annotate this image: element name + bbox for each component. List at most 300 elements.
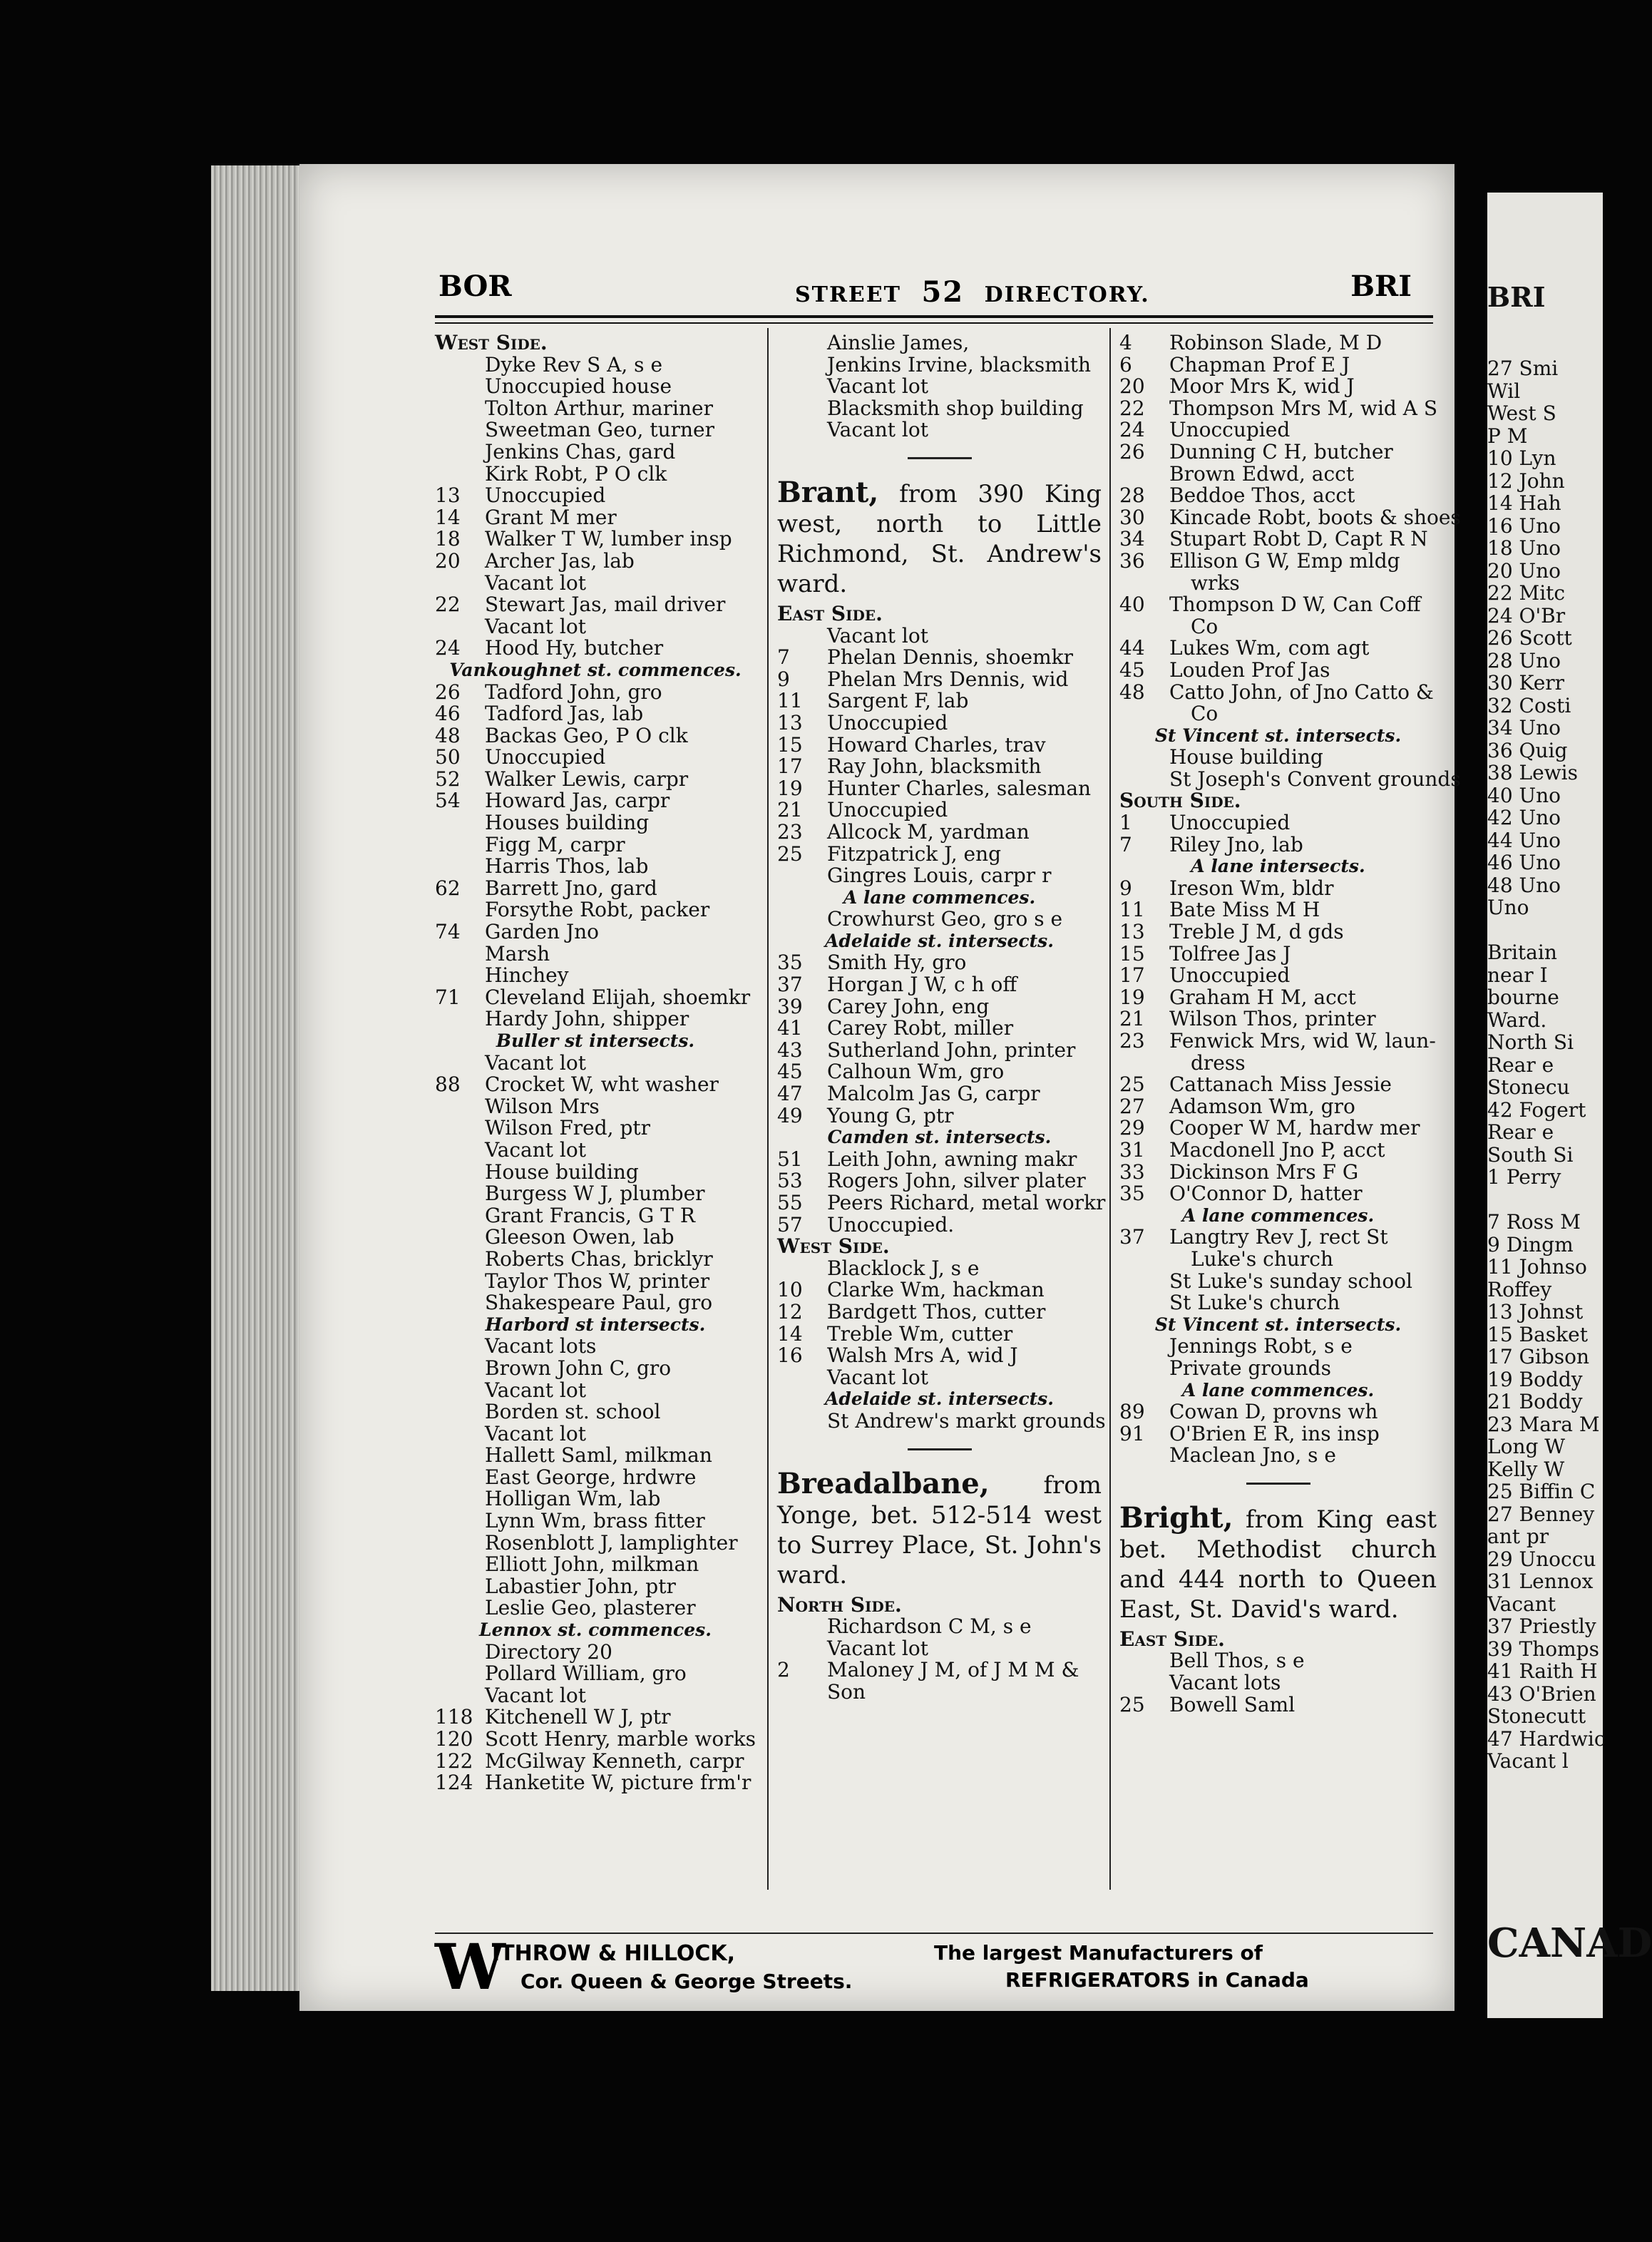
- resident-name: Vacant lot: [827, 1365, 928, 1389]
- resident-name: Archer Jas, lab: [485, 548, 635, 573]
- directory-entry: [1119, 1074, 1437, 1096]
- resident-name: Calhoun Wm, gro: [827, 1060, 1005, 1084]
- directory-entry: [1119, 1672, 1437, 1694]
- resident-name: Vacant lot: [827, 623, 928, 647]
- directory-entry: [435, 1137, 756, 1162]
- house-number: 20: [1119, 374, 1145, 399]
- house-number: 14: [777, 1321, 803, 1346]
- resident-name: Vacant lot: [485, 570, 586, 595]
- resident-name: Tolfree Jas J: [1169, 941, 1291, 966]
- house-number: 37: [1119, 1225, 1145, 1249]
- resident-name: O'Connor D, hatter: [1169, 1182, 1363, 1206]
- directory-entry: [435, 1117, 756, 1140]
- adjacent-line: Wil: [1487, 379, 1521, 403]
- directory-entry: [435, 1227, 756, 1249]
- adjacent-line: 11 Johnso: [1487, 1255, 1587, 1279]
- adjacent-line: 36 Quig: [1487, 738, 1568, 762]
- house-number: 44: [1119, 636, 1145, 660]
- house-number: 49: [777, 1103, 803, 1127]
- directory-entry: [1119, 812, 1437, 834]
- directory-entry: [1119, 1183, 1437, 1205]
- header-directory: DIRECTORY.: [984, 282, 1150, 307]
- directory-entry: [435, 1096, 756, 1118]
- resident-name: St Joseph's Convent grounds: [1169, 767, 1461, 791]
- adjacent-line: 44 Uno: [1487, 828, 1561, 852]
- house-number: 7: [777, 645, 790, 670]
- directory-entry: [777, 996, 1102, 1018]
- directory-entry: [1119, 594, 1437, 616]
- adjacent-line: P M: [1487, 424, 1528, 448]
- adjacent-line: 28 Uno: [1487, 648, 1561, 672]
- directory-entry: [435, 856, 756, 878]
- resident-name: Burgess W J, plumber: [485, 1182, 705, 1206]
- resident-name: Tadford John, gro: [485, 680, 662, 704]
- house-number: 124: [435, 1771, 473, 1795]
- directory-entry: [435, 1729, 756, 1751]
- directory-entry: [777, 1616, 1102, 1638]
- resident-name: Hanketite W, picture frm'r: [485, 1771, 751, 1795]
- street-description: from Yonge, bet. 512-514 west to Surrey Place, St. John's ward.: [777, 1470, 1102, 1590]
- resident-name: Kirk Robt, P O clk: [485, 461, 667, 486]
- directory-entry: [777, 1321, 1102, 1346]
- resident-name: Stupart Robt D, Capt R N: [1169, 527, 1428, 551]
- resident-name: Kitchenell W J, ptr: [485, 1705, 671, 1729]
- directory-entry: [777, 1301, 1102, 1324]
- directory-entry: [1119, 485, 1437, 507]
- directory-entry: [435, 548, 756, 573]
- directory-entry: [435, 461, 756, 486]
- directory-entry: [435, 419, 756, 441]
- resident-name: Blacksmith shop building: [827, 396, 1084, 420]
- adjacent-line: 32 Costi: [1487, 693, 1571, 717]
- column-2: [777, 331, 1106, 1704]
- adjacent-line: 39 Thomps: [1487, 1637, 1599, 1661]
- house-number: 53: [777, 1169, 803, 1193]
- directory-entry: [777, 1191, 1106, 1214]
- intersection-note: Vankoughnet st. commences.: [449, 659, 742, 680]
- directory-entry: [435, 834, 756, 856]
- directory-entry: [435, 1423, 756, 1445]
- house-number: 48: [1119, 680, 1145, 704]
- adjacent-line: Stonecutt: [1487, 1704, 1586, 1728]
- directory-entry: [1119, 354, 1437, 377]
- resident-name: Lukes Wm, com agt: [1169, 636, 1370, 660]
- directory-entry: [435, 1597, 756, 1619]
- directory-entry: [435, 1162, 756, 1184]
- directory-entry: [777, 1408, 1106, 1433]
- resident-name: Ray John, blacksmith: [827, 754, 1042, 779]
- directory-entry: [435, 987, 756, 1009]
- resident-name: Chapman Prof E J: [1169, 352, 1350, 377]
- directory-entry: [777, 669, 1102, 691]
- directory-entry: [777, 778, 1102, 800]
- house-number: 35: [1119, 1182, 1145, 1206]
- adjacent-line: Rear e: [1487, 1053, 1554, 1077]
- directory-entry: [1119, 1336, 1437, 1358]
- house-number: 27: [1119, 1094, 1145, 1118]
- directory-entry: [435, 1639, 756, 1664]
- house-number: 50: [435, 745, 461, 769]
- directory-entry: [777, 734, 1102, 757]
- resident-name: Forsythe Robt, packer: [485, 898, 710, 922]
- directory-entry: [435, 1358, 756, 1380]
- directory-entry: [777, 1105, 1102, 1127]
- directory-entry: [1119, 461, 1437, 486]
- house-number: 41: [777, 1016, 803, 1040]
- house-number: 22: [435, 593, 461, 617]
- house-number: 18: [435, 527, 461, 551]
- adjacent-line: 30 Kerr: [1487, 671, 1565, 695]
- directory-entry: [435, 1751, 756, 1773]
- directory-entry: [777, 1345, 1102, 1367]
- directory-page: [299, 164, 1461, 2011]
- directory-entry: [777, 908, 1102, 931]
- column-divider: [767, 328, 769, 1890]
- directory-entry: [777, 974, 1102, 996]
- resident-name: Roberts Chas, bricklyr: [485, 1247, 713, 1271]
- directory-entry: [1119, 398, 1437, 420]
- resident-name: Unoccupied: [485, 483, 606, 508]
- resident-name: Shakespeare Paul, gro: [485, 1291, 713, 1315]
- resident-name: Figg M, carpr: [485, 832, 625, 856]
- house-number: 16: [777, 1343, 803, 1368]
- directory-entry: [435, 398, 756, 420]
- adjacent-line: Kelly W: [1487, 1457, 1565, 1481]
- resident-name: Richardson C M, s e: [827, 1614, 1032, 1639]
- resident-name: Hallett Saml, milkman: [485, 1443, 712, 1468]
- column-divider: [1109, 328, 1111, 1890]
- resident-name: Clarke Wm, hackman: [827, 1278, 1045, 1302]
- adjacent-line: South Si: [1487, 1142, 1574, 1167]
- house-number: 25: [1119, 1692, 1145, 1716]
- resident-name: Jenkins Chas, gard: [485, 439, 676, 464]
- house-number: 19: [777, 776, 803, 800]
- adjacent-line: 29 Unoccu: [1487, 1547, 1596, 1571]
- adjacent-line: 10 Lyn: [1487, 446, 1556, 470]
- adjacent-line: 17 Gibson: [1487, 1345, 1590, 1368]
- directory-entry: [777, 419, 1102, 441]
- section-divider: [1246, 1483, 1310, 1485]
- directory-entry: [777, 756, 1102, 778]
- adjacent-line: Roffey: [1487, 1277, 1552, 1301]
- resident-name: Son: [827, 1679, 866, 1704]
- resident-name: Private grounds: [1169, 1356, 1331, 1380]
- adjacent-line: Uno: [1487, 896, 1529, 919]
- resident-name: Smith Hy, gro: [827, 951, 967, 975]
- directory-entry: [777, 1679, 1102, 1704]
- adjacent-line: 48 Uno: [1487, 873, 1561, 897]
- directory-entry: [435, 1008, 756, 1030]
- section-divider: [908, 1448, 972, 1450]
- adjacent-line: 1 Perry: [1487, 1165, 1561, 1189]
- house-number: 10: [777, 1278, 803, 1302]
- adjacent-line: near I: [1487, 963, 1548, 987]
- resident-name: Grant Francis, G T R: [485, 1203, 695, 1227]
- directory-entry: [1119, 1271, 1437, 1293]
- adjacent-line: Rear e: [1487, 1120, 1554, 1144]
- adjacent-page: [1487, 193, 1652, 2018]
- adjacent-line: 23 Mara M: [1487, 1412, 1600, 1436]
- adjacent-line: Vacant l: [1487, 1749, 1569, 1773]
- directory-entry: [1119, 548, 1437, 573]
- resident-name: Peers Richard, metal workr: [827, 1191, 1106, 1214]
- directory-entry: [435, 747, 756, 769]
- resident-name: Unoccupied: [827, 798, 948, 822]
- house-number: 25: [777, 841, 803, 866]
- directory-entry: [435, 1380, 756, 1402]
- directory-entry: [435, 1271, 756, 1293]
- resident-name: Vacant lot: [485, 1683, 586, 1707]
- resident-name: Wilson Fred, ptr: [485, 1116, 651, 1140]
- directory-entry: [777, 1170, 1102, 1192]
- house-number: 23: [777, 819, 803, 844]
- house-number: 120: [435, 1727, 473, 1751]
- street-heading: [1119, 1498, 1437, 1629]
- house-number: 35: [777, 951, 803, 975]
- resident-name: Cooper W M, hardw mer: [1169, 1116, 1420, 1140]
- resident-name: Houses building: [485, 811, 650, 835]
- directory-entry: [1119, 1358, 1437, 1380]
- directory-entry: [435, 1532, 756, 1555]
- resident-name: Hood Hy, butcher: [485, 636, 664, 660]
- directory-entry: [777, 1367, 1102, 1389]
- adjacent-line: 42 Uno: [1487, 806, 1561, 829]
- page-number: 52: [921, 275, 965, 309]
- directory-entry: [435, 1488, 756, 1510]
- adjacent-line: 24 O'Br: [1487, 603, 1566, 628]
- directory-entry: [435, 1685, 756, 1707]
- resident-name: Carey Robt, miller: [827, 1016, 1014, 1040]
- directory-entry: [435, 1706, 756, 1729]
- directory-entry: [777, 1659, 1102, 1682]
- house-number: 48: [435, 723, 461, 747]
- resident-name: Thompson Mrs M, wid A S: [1169, 396, 1438, 420]
- resident-name: Pollard William, gro: [485, 1662, 687, 1686]
- resident-name: Hardy John, shipper: [485, 1007, 689, 1031]
- resident-name: Kincade Robt, boots & shoes: [1169, 505, 1461, 529]
- house-number: 21: [1119, 1007, 1145, 1031]
- directory-entry: [1119, 943, 1437, 966]
- resident-name: Unoccupied: [1169, 811, 1291, 835]
- house-number: 43: [777, 1038, 803, 1062]
- directory-entry: [777, 821, 1102, 844]
- resident-name: Malcolm Jas G, carpr: [827, 1082, 1040, 1106]
- adjacent-line: Vacant: [1487, 1592, 1556, 1616]
- house-number: 26: [435, 680, 461, 704]
- directory-entry: [1119, 638, 1437, 660]
- resident-name: Vacant lot: [827, 418, 928, 442]
- directory-entry: [777, 865, 1102, 887]
- directory-entry: [777, 799, 1102, 821]
- directory-entry: [777, 1040, 1102, 1062]
- adjacent-line: North Si: [1487, 1030, 1574, 1054]
- footer-initial: W: [435, 1930, 506, 2004]
- adjacent-footer: CANAD: [1487, 1920, 1652, 1967]
- house-number: 33: [1119, 1160, 1145, 1184]
- resident-name: Holligan Wm, lab: [485, 1487, 661, 1511]
- resident-name: Adamson Wm, gro: [1169, 1094, 1355, 1118]
- adjacent-line: 15 Basket: [1487, 1322, 1588, 1346]
- adjacent-line: bourne: [1487, 986, 1559, 1009]
- directory-entry: [1119, 505, 1461, 529]
- resident-name: Ireson Wm, bldr: [1169, 876, 1334, 900]
- resident-name: Rogers John, silver plater: [827, 1169, 1086, 1193]
- house-number: 1: [1119, 811, 1132, 835]
- house-number: 55: [777, 1191, 803, 1214]
- adjacent-line: 12 John: [1487, 469, 1565, 493]
- resident-name: Labastier John, ptr: [485, 1574, 676, 1598]
- street-name: Bright,: [1119, 1500, 1233, 1535]
- directory-entry: [1119, 441, 1437, 464]
- resident-name: Dyke Rev S A, s e: [485, 352, 663, 377]
- adjacent-line: 27 Smi: [1487, 357, 1559, 380]
- directory-entry: [435, 528, 756, 551]
- directory-entry: [1119, 1227, 1437, 1249]
- directory-entry: [1119, 1423, 1437, 1445]
- footer-address: Cor. Queen & George Streets.: [520, 1970, 853, 1993]
- column-3: [1119, 331, 1461, 1716]
- house-number: 15: [777, 732, 803, 757]
- directory-entry: [1119, 1096, 1437, 1118]
- resident-name: Vacant lot: [485, 1378, 586, 1402]
- house-number: 57: [777, 1212, 803, 1237]
- directory-entry: [435, 1576, 756, 1598]
- house-number: 28: [1119, 483, 1145, 508]
- resident-name: Howard Charles, trav: [827, 732, 1046, 757]
- header-street: STREET: [795, 282, 901, 307]
- directory-entry: [1119, 703, 1437, 725]
- side-heading: North Side.: [777, 1592, 902, 1617]
- resident-name: Phelan Dennis, shoemkr: [827, 645, 1073, 670]
- directory-entry: [777, 332, 1102, 354]
- adjacent-line: 19 Boddy: [1487, 1367, 1583, 1391]
- directory-entry: [435, 878, 756, 900]
- house-number: 29: [1119, 1116, 1145, 1140]
- resident-name: Bate Miss M H: [1169, 898, 1320, 922]
- adjacent-line: Stonecu: [1487, 1075, 1570, 1099]
- directory-entry: [1119, 570, 1437, 595]
- directory-entry: [435, 507, 756, 529]
- adjacent-line: 46 Uno: [1487, 851, 1561, 874]
- resident-name: Jenkins Irvine, blacksmith: [827, 352, 1092, 377]
- house-number: 31: [1119, 1137, 1145, 1162]
- resident-name: House building: [1169, 745, 1323, 769]
- house-number: 24: [435, 636, 461, 660]
- directory-entry: [435, 1510, 756, 1532]
- directory-entry: [435, 1205, 756, 1227]
- resident-name: Vacant lot: [485, 1050, 586, 1075]
- resident-name: Allcock M, yardman: [827, 819, 1030, 844]
- house-number: 11: [777, 689, 803, 713]
- resident-name: Beddoe Thos, acct: [1169, 483, 1355, 508]
- resident-name: Ellison G W, Emp mldg: [1169, 548, 1400, 573]
- directory-entry: [1119, 657, 1437, 682]
- book-page-edges: [211, 165, 311, 1991]
- intersection-note: Adelaide st. intersects.: [825, 930, 1054, 951]
- house-number: 23: [1119, 1029, 1145, 1053]
- side-heading: East Side.: [777, 601, 883, 625]
- adjacent-header: BRI: [1487, 281, 1546, 313]
- house-number: 39: [777, 994, 803, 1018]
- header-rule-thin: [435, 322, 1433, 324]
- resident-name: Vacant lot: [485, 614, 586, 638]
- house-number: 54: [435, 789, 461, 813]
- resident-name: Gleeson Owen, lab: [485, 1225, 674, 1249]
- house-number: 118: [435, 1705, 473, 1729]
- directory-entry: [1119, 747, 1437, 769]
- directory-entry: [777, 398, 1102, 420]
- street-name: Brant,: [777, 475, 879, 509]
- house-number: 36: [1119, 548, 1145, 573]
- resident-name: Treble J M, d gds: [1169, 920, 1344, 944]
- house-number: 30: [1119, 505, 1145, 529]
- directory-entry: [777, 1083, 1102, 1105]
- resident-name: Hunter Charles, salesman: [827, 776, 1092, 800]
- street-heading: [777, 1463, 1102, 1595]
- resident-name: Co: [1191, 702, 1219, 726]
- adjacent-line: 21 Boddy: [1487, 1390, 1583, 1413]
- house-number: 2: [777, 1658, 790, 1682]
- intersection-note: Lennox st. commences.: [479, 1619, 712, 1641]
- directory-entry: [777, 1214, 1102, 1237]
- adjacent-line: 14 Hah: [1487, 491, 1561, 515]
- adjacent-line: 7 Ross M: [1487, 1210, 1581, 1234]
- resident-name: Riley Jno, lab: [1169, 832, 1303, 856]
- resident-name: Phelan Mrs Dennis, wid: [827, 667, 1069, 691]
- resident-name: Brown Edwd, acct: [1169, 461, 1355, 486]
- directory-entry: [1119, 1008, 1437, 1030]
- directory-entry: [777, 712, 1102, 734]
- house-number: 52: [435, 767, 461, 791]
- house-number: 88: [435, 1073, 461, 1097]
- adjacent-line: 20 Uno: [1487, 558, 1561, 583]
- resident-name: Catto John, of Jno Catto &: [1169, 680, 1434, 704]
- resident-name: Unoccupied: [485, 745, 606, 769]
- resident-name: Gingres Louis, carpr r: [827, 864, 1052, 888]
- intersection-note: Camden st. intersects.: [827, 1127, 1052, 1148]
- resident-name: Grant M mer: [485, 505, 617, 529]
- directory-entry: [777, 1279, 1102, 1301]
- side-heading: West Side.: [435, 331, 548, 354]
- directory-entry: [435, 1772, 756, 1794]
- house-number: 14: [435, 505, 461, 529]
- house-number: 4: [1119, 331, 1132, 354]
- column-1: [435, 332, 756, 1794]
- directory-entry: [777, 625, 1102, 647]
- adjacent-line: 18 Uno: [1487, 536, 1561, 560]
- directory-entry: [435, 1401, 756, 1423]
- directory-entry: [435, 1183, 756, 1205]
- directory-entry: [1119, 419, 1437, 441]
- directory-entry: [777, 952, 1102, 974]
- resident-name: Leith John, awning makr: [827, 1147, 1077, 1171]
- house-number: 62: [435, 876, 461, 900]
- house-number: 34: [1119, 527, 1145, 551]
- adjacent-line: 26 Scott: [1487, 626, 1572, 650]
- resident-name: Dickinson Mrs F G: [1169, 1160, 1359, 1184]
- resident-name: Unoccupied: [1169, 418, 1291, 442]
- house-number: 51: [777, 1147, 803, 1171]
- resident-name: Unoccupied: [827, 710, 948, 734]
- page-header: [299, 270, 1455, 312]
- resident-name: Blacklock J, s e: [827, 1256, 980, 1280]
- resident-name: Scott Henry, marble works: [485, 1727, 756, 1751]
- resident-name: Vacant lot: [485, 1137, 586, 1162]
- resident-name: Harris Thos, lab: [485, 854, 649, 879]
- directory-entry: [1119, 376, 1437, 398]
- house-number: 13: [435, 483, 461, 508]
- directory-entry: [1119, 1162, 1437, 1184]
